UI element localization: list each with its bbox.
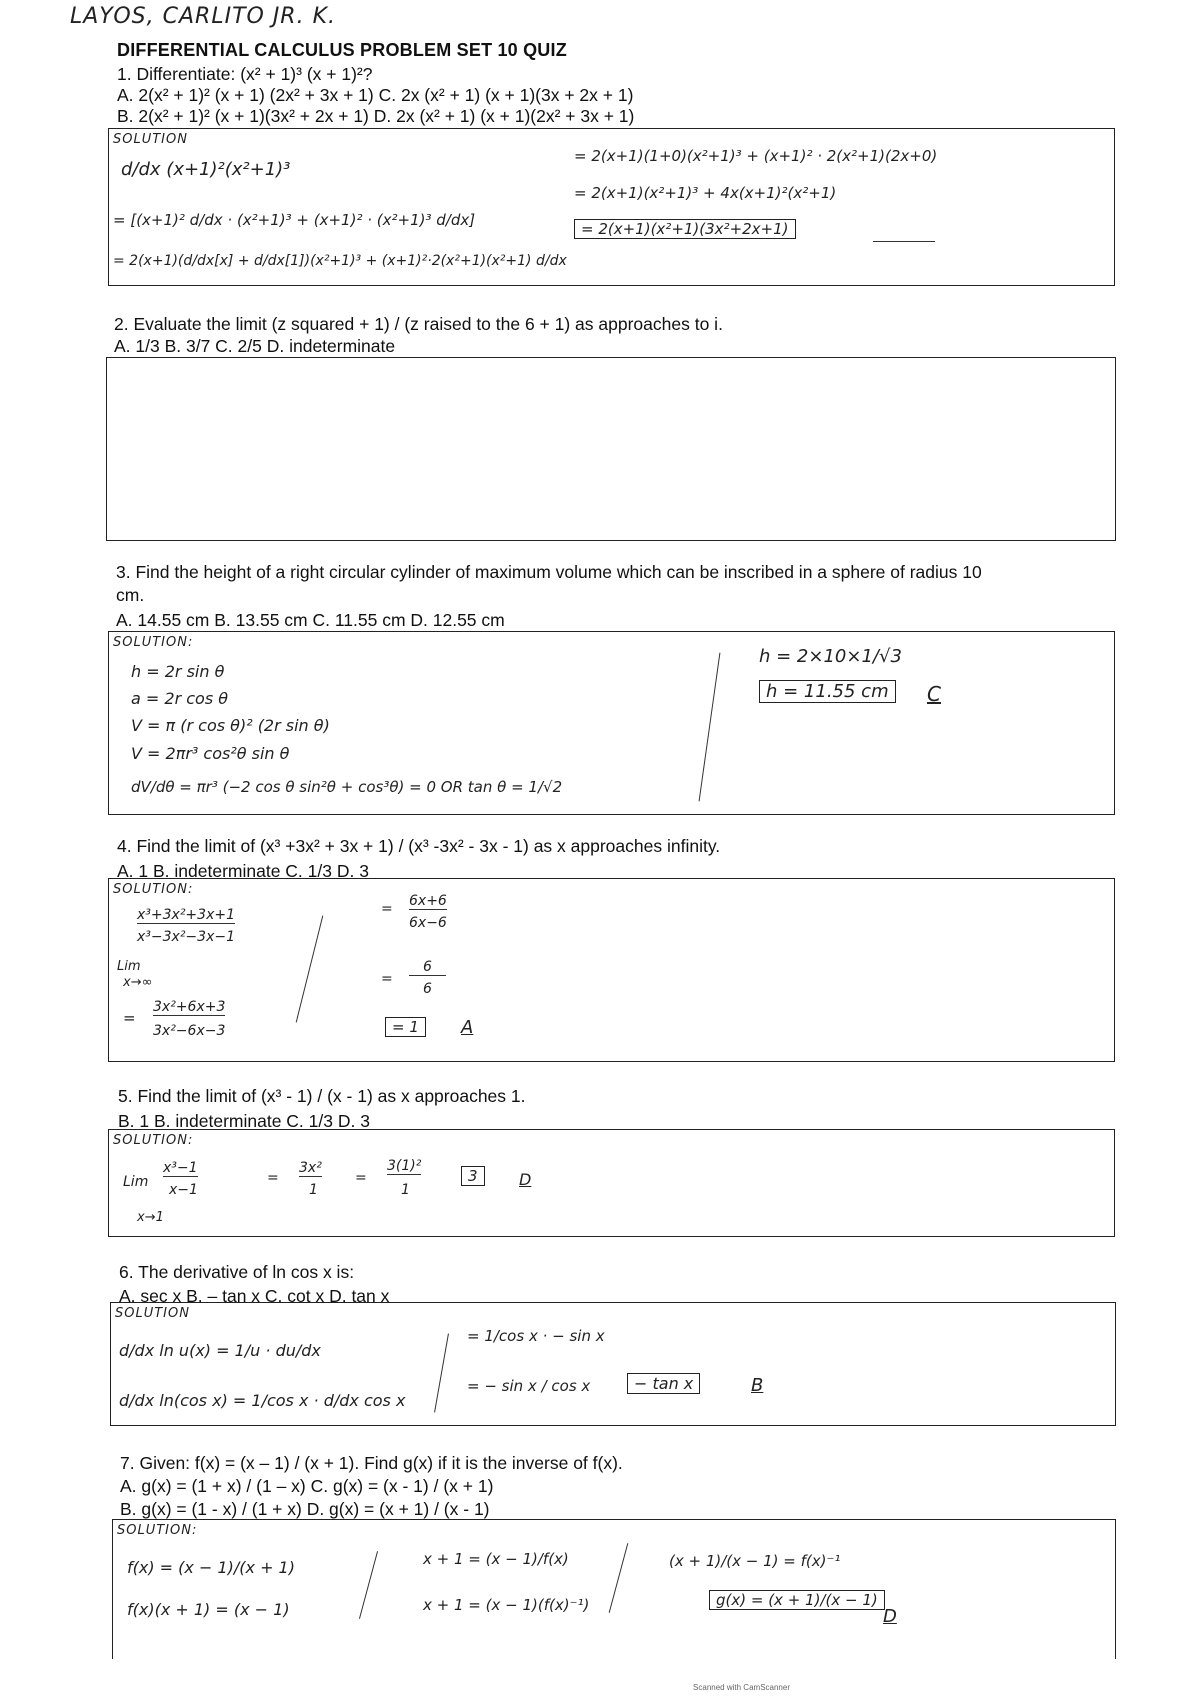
q6-work-right-1: = 1/cos x · − sin x: [467, 1327, 605, 1345]
q4-numerator-4: 6: [409, 959, 446, 976]
q1-work-right-2: = 2(x+1)(x²+1)³ + 4x(x+1)²(x²+1): [574, 184, 837, 202]
q4-final-answer: = 1: [385, 1017, 426, 1037]
solution-label: SOLUTION: [113, 132, 188, 147]
q4-equals-sign-3: =: [381, 971, 393, 987]
question-7-text: 7. Given: f(x) = (x – 1) / (x + 1). Find g(x) if it is the inverse of f(x).: [120, 1453, 623, 1473]
question-3-text: 3. Find the height of a right circular cylinder of maximum volume which can be inscribed in a sphere of radius 10: [116, 562, 982, 582]
q3-flow-arrow: [699, 653, 721, 802]
q4-numerator-1: x³+3x²+3x+1: [137, 907, 235, 923]
question-1-choices-a-c: A. 2(x² + 1)² (x + 1) (2x² + 3x + 1) C. 2x (x² + 1) (x + 1)(3x + 2x + 1): [117, 85, 634, 105]
q3-work-line-1: h = 2r sin θ: [131, 662, 225, 681]
q4-denominator-1: x³−3x²−3x−1: [137, 929, 235, 945]
q6-work-line-1: d/dx ln u(x) = 1/u · du/dx: [119, 1341, 321, 1360]
q5-denominator-3: 1: [401, 1182, 410, 1198]
solution-label: SOLUTION:: [117, 1523, 198, 1538]
question-5-text: 5. Find the limit of (x³ - 1) / (x - 1) as x approaches 1.: [118, 1086, 526, 1106]
q4-numerator-3: 6x+6: [409, 893, 447, 909]
q5-answer-letter: D: [519, 1170, 532, 1189]
q5-denominator-1: x−1: [169, 1182, 198, 1198]
q7-work-mid-1: x + 1 = (x − 1)/f(x): [423, 1550, 569, 1568]
q6-work-line-2: d/dx ln(cos x) = 1/cos x · d/dx cos x: [119, 1391, 406, 1410]
question-4-solution-box: [108, 878, 1115, 1062]
q5-numerator-3: 3(1)²: [387, 1158, 422, 1174]
q3-work-line-5: dV/dθ = πr³ (−2 cos θ sin²θ + cos³θ) = 0 OR tan θ = 1/√2: [131, 778, 563, 796]
question-6-text: 6. The derivative of ln cos x is:: [119, 1262, 355, 1282]
q5-lim-sub: x→1: [137, 1210, 164, 1225]
q1-work-line-1: d/dx (x+1)²(x²+1)³: [121, 159, 291, 180]
q3-work-line-3: V = π (r cos θ)² (2r sin θ): [131, 716, 330, 735]
q7-flow-arrow-2: [609, 1543, 629, 1613]
q3-answer-letter: C: [927, 682, 941, 706]
q1-work-line-3: = 2(x+1)(d/dx[x] + d/dx[1])(x²+1)³ + (x+1)²·2(x²+1)(x²+1) d/dx: [113, 253, 567, 269]
q3-work-line-2: a = 2r cos θ: [131, 689, 229, 708]
question-6-choices: A. sec x B. – tan x C. cot x D. tan x: [119, 1286, 390, 1306]
question-2-choices: A. 1/3 B. 3/7 C. 2/5 D. indeterminate: [114, 336, 396, 356]
q4-answer-letter: A: [461, 1017, 474, 1038]
solution-label: SOLUTION: [115, 1306, 190, 1321]
q7-work-line-2: f(x)(x + 1) = (x − 1): [127, 1600, 290, 1619]
q5-final-answer: 3: [461, 1166, 485, 1186]
q6-answer-letter: B: [751, 1375, 764, 1396]
q1-final-answer: = 2(x+1)(x²+1)(3x²+2x+1): [574, 219, 796, 239]
q4-numerator-2: 3x²+6x+3: [153, 999, 226, 1015]
question-3-text-cont: cm.: [116, 585, 145, 605]
q3-work-right-1: h = 2×10×1/√3: [759, 646, 902, 667]
q7-flow-arrow-1: [359, 1551, 378, 1619]
q4-denominator-4: 6: [423, 981, 432, 997]
question-6-solution-box: [110, 1302, 1116, 1426]
q7-work-mid-2: x + 1 = (x − 1)(f(x)⁻¹): [423, 1596, 590, 1614]
q5-numerator-1: x³−1: [163, 1160, 198, 1176]
q4-flow-arrow: [296, 916, 324, 1023]
question-7-choices-b-d: B. g(x) = (1 - x) / (1 + x) D. g(x) = (x + 1) / (x - 1): [120, 1499, 490, 1519]
question-1-text: 1. Differentiate: (x² + 1)³ (x + 1)²?: [117, 64, 373, 84]
question-1-solution-box: [108, 128, 1115, 286]
question-3-choices: A. 14.55 cm B. 13.55 cm C. 11.55 cm D. 12.55 cm: [116, 610, 505, 630]
solution-label: SOLUTION:: [113, 635, 194, 650]
q4-equals-sign-2: =: [381, 901, 393, 917]
solution-label: SOLUTION:: [113, 882, 194, 897]
q5-numerator-2: 3x²: [299, 1160, 322, 1176]
q6-work-right-2: = − sin x / cos x: [467, 1377, 591, 1395]
q5-lim: Lim: [123, 1174, 149, 1190]
question-5-choices: B. 1 B. indeterminate C. 1/3 D. 3: [118, 1111, 370, 1131]
q4-lim: Lim: [117, 959, 141, 974]
q5-denominator-2: 1: [309, 1182, 318, 1198]
question-4-choices: A. 1 B. indeterminate C. 1/3 D. 3: [117, 861, 369, 881]
q5-equals-sign: =: [267, 1170, 279, 1186]
q7-work-line-1: f(x) = (x − 1)/(x + 1): [127, 1558, 295, 1577]
q1-work-line-2: = [(x+1)² d/dx · (x²+1)³ + (x+1)² · (x²+1)³ d/dx]: [113, 211, 476, 229]
q3-work-line-4: V = 2πr³ cos²θ sin θ: [131, 744, 290, 763]
q7-work-right-1: (x + 1)/(x − 1) = f(x)⁻¹: [669, 1552, 841, 1570]
question-7-choices-a-c: A. g(x) = (1 + x) / (1 – x) C. g(x) = (x - 1) / (x + 1): [120, 1476, 494, 1496]
q5-equals-sign-2: =: [355, 1170, 367, 1186]
question-3-solution-box: [108, 631, 1115, 815]
q4-equals-sign: =: [123, 1009, 136, 1027]
q4-denominator-2: 3x²−6x−3: [153, 1023, 226, 1039]
question-2-solution-box: [106, 357, 1116, 541]
q4-denominator-3: 6x−6: [409, 915, 447, 931]
question-2-text: 2. Evaluate the limit (z squared + 1) / (z raised to the 6 + 1) as approaches to i.: [114, 314, 723, 334]
q6-final-answer: − tan x: [627, 1373, 700, 1394]
q4-lim-sub: x→∞: [123, 975, 153, 990]
q7-final-answer: g(x) = (x + 1)/(x − 1): [709, 1590, 885, 1610]
scanner-watermark: Scanned with CamScanner: [693, 1683, 790, 1692]
q3-final-answer: h = 11.55 cm: [759, 680, 896, 703]
q1-work-right-1: = 2(x+1)(1+0)(x²+1)³ + (x+1)² · 2(x²+1)(2x+0): [574, 147, 938, 165]
question-4-text: 4. Find the limit of (x³ +3x² + 3x + 1) / (x³ -3x² - 3x - 1) as x approaches infinity.: [117, 836, 721, 856]
student-name: LAYOS, CARLITO JR. K.: [70, 4, 336, 29]
q7-answer-letter: D: [883, 1606, 897, 1627]
question-7-solution-box: [112, 1519, 1116, 1659]
q6-flow-arrow: [434, 1334, 449, 1413]
solution-label: SOLUTION:: [113, 1133, 194, 1148]
q1-answer-underline: [873, 241, 935, 242]
question-5-solution-box: [108, 1129, 1115, 1237]
question-1-choices-b-d: B. 2(x² + 1)² (x + 1)(3x² + 2x + 1) D. 2x (x² + 1) (x + 1)(2x² + 3x + 1): [117, 106, 635, 126]
page-title: DIFFERENTIAL CALCULUS PROBLEM SET 10 QUIZ: [117, 40, 567, 60]
